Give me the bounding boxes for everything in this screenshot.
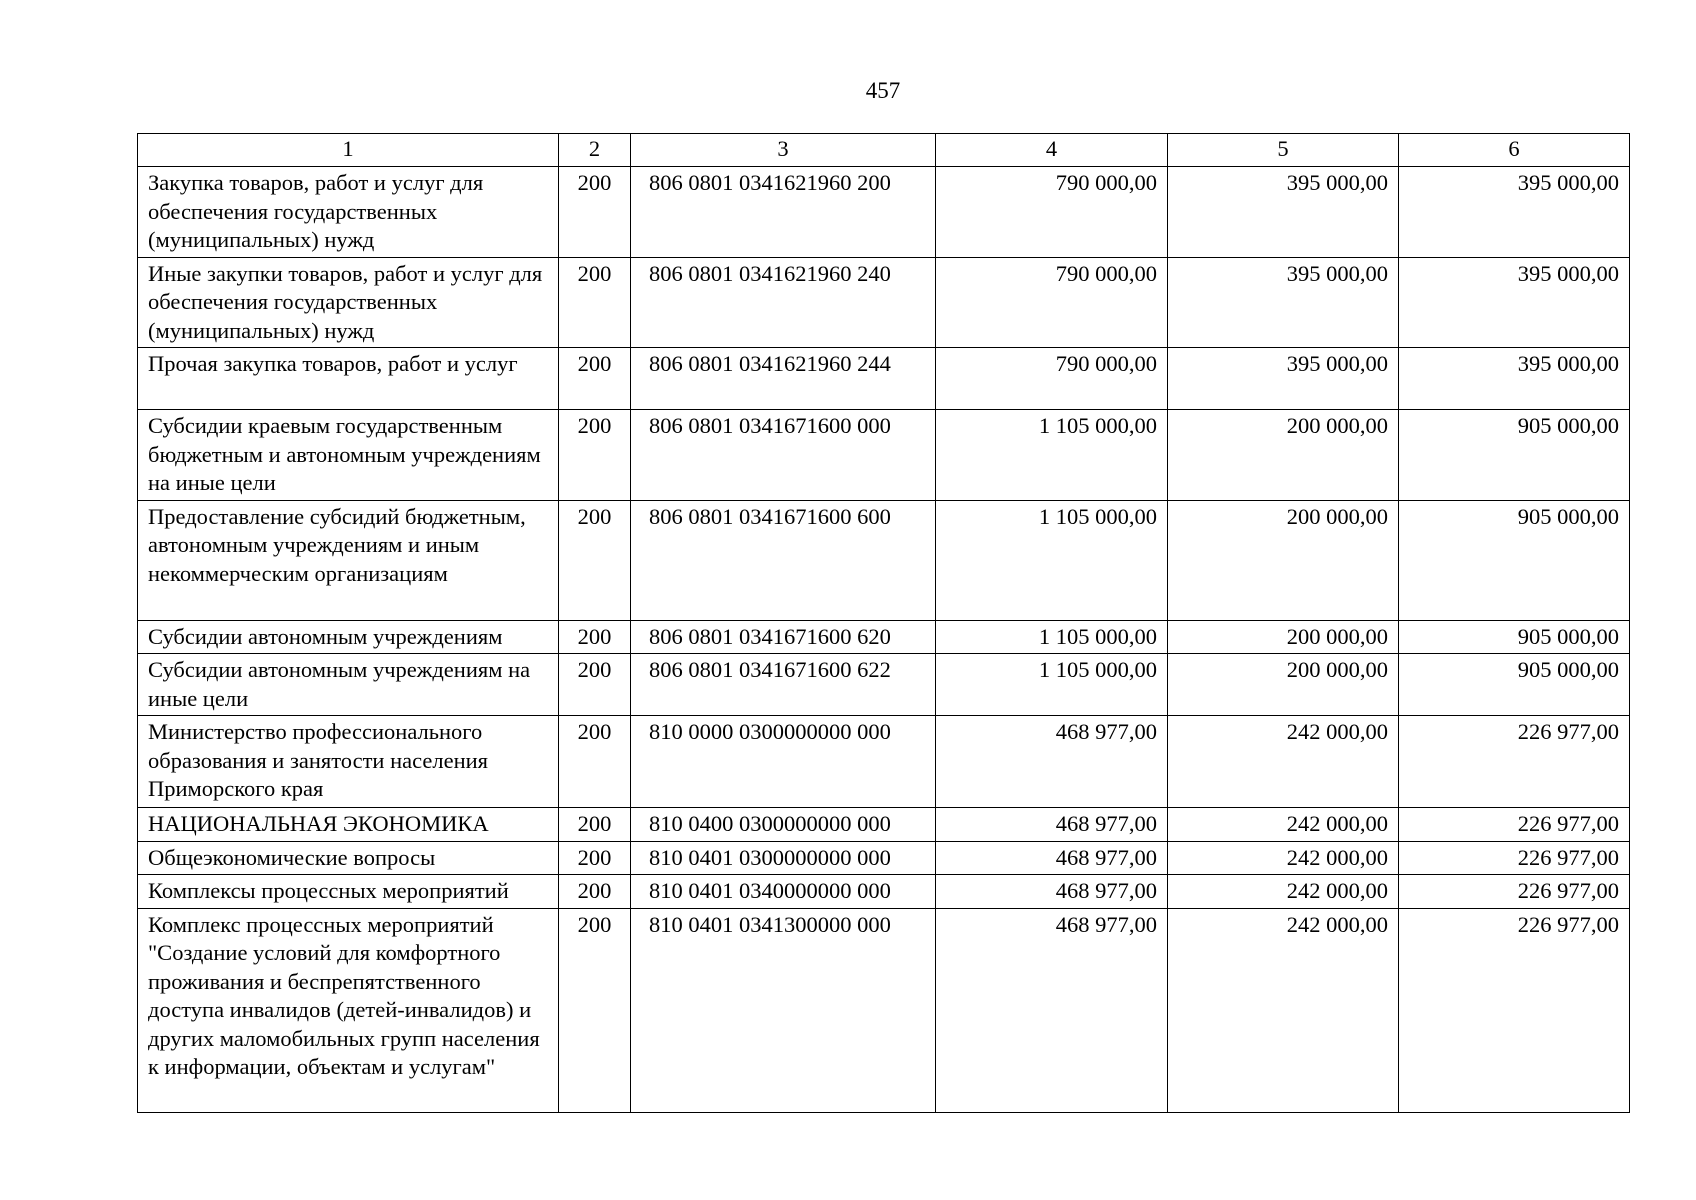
table-row <box>138 808 1630 842</box>
row-value-4: 468 977,00 <box>936 908 1168 1112</box>
row-code: 200 <box>559 348 631 410</box>
column-header-1: 1 <box>138 134 559 167</box>
row-value-6: 226 977,00 <box>1399 716 1630 808</box>
row-value-5: 242 000,00 <box>1168 808 1399 842</box>
table-body <box>138 167 1630 1113</box>
row-code: 200 <box>559 716 631 808</box>
table-row <box>138 908 1630 1112</box>
row-value-5: 200 000,00 <box>1168 500 1399 620</box>
row-value-5: 242 000,00 <box>1168 716 1399 808</box>
row-kbk: 806 0801 0341671600 000 <box>631 410 936 501</box>
row-code: 200 <box>559 654 631 716</box>
row-value-5: 242 000,00 <box>1168 875 1399 909</box>
row-name: Министерство профессионального образования и занятости населения Приморского края <box>138 716 559 808</box>
row-code: 200 <box>559 620 631 654</box>
row-value-5: 200 000,00 <box>1168 620 1399 654</box>
row-value-5: 395 000,00 <box>1168 348 1399 410</box>
table-row <box>138 348 1630 410</box>
row-value-4: 1 105 000,00 <box>936 620 1168 654</box>
row-value-6: 395 000,00 <box>1399 348 1630 410</box>
row-value-4: 468 977,00 <box>936 841 1168 875</box>
row-value-6: 905 000,00 <box>1399 654 1630 716</box>
row-code: 200 <box>559 500 631 620</box>
row-value-6: 905 000,00 <box>1399 410 1630 501</box>
row-name: Субсидии краевым государственным бюджетным и автономным учреждениям на иные цели <box>138 410 559 501</box>
column-header-6: 6 <box>1399 134 1630 167</box>
row-code: 200 <box>559 908 631 1112</box>
table-row <box>138 167 1630 258</box>
table-row <box>138 716 1630 808</box>
row-value-4: 1 105 000,00 <box>936 410 1168 501</box>
column-header-4: 4 <box>936 134 1168 167</box>
row-code: 200 <box>559 875 631 909</box>
row-value-5: 395 000,00 <box>1168 257 1399 348</box>
header-row <box>138 134 1630 167</box>
row-name: Субсидии автономным учреждениям на иные цели <box>138 654 559 716</box>
row-name: Закупка товаров, работ и услуг для обеспечения государственных (муниципальных) нужд <box>138 167 559 258</box>
table-row <box>138 875 1630 909</box>
row-value-4: 1 105 000,00 <box>936 500 1168 620</box>
row-code: 200 <box>559 257 631 348</box>
column-header-5: 5 <box>1168 134 1399 167</box>
row-code: 200 <box>559 841 631 875</box>
row-name: Субсидии автономным учреждениям <box>138 620 559 654</box>
page-number: 457 <box>865 78 901 103</box>
row-value-5: 200 000,00 <box>1168 654 1399 716</box>
table-header <box>138 134 1630 167</box>
row-code: 200 <box>559 808 631 842</box>
row-kbk: 810 0401 0300000000 000 <box>631 841 936 875</box>
row-value-5: 242 000,00 <box>1168 841 1399 875</box>
row-kbk: 810 0401 0340000000 000 <box>631 875 936 909</box>
row-value-6: 226 977,00 <box>1399 808 1630 842</box>
row-kbk: 806 0801 0341621960 244 <box>631 348 936 410</box>
table-row <box>138 500 1630 620</box>
row-kbk: 810 0401 0341300000 000 <box>631 908 936 1112</box>
row-value-4: 1 105 000,00 <box>936 654 1168 716</box>
row-value-4: 468 977,00 <box>936 808 1168 842</box>
row-name: Иные закупки товаров, работ и услуг для обеспечения государственных (муниципальных) нужд <box>138 257 559 348</box>
row-value-6: 226 977,00 <box>1399 875 1630 909</box>
table-row <box>138 841 1630 875</box>
row-value-6: 905 000,00 <box>1399 500 1630 620</box>
row-name: Комплекс процессных мероприятий "Создание условий для комфортного проживания и беспрепятственного доступа инвалидов (детей-инвалидов) и других маломобильных групп населения к информации, объектам и услугам" <box>138 908 559 1112</box>
row-value-4: 468 977,00 <box>936 875 1168 909</box>
row-value-4: 790 000,00 <box>936 257 1168 348</box>
row-value-4: 790 000,00 <box>936 348 1168 410</box>
row-value-6: 226 977,00 <box>1399 908 1630 1112</box>
row-kbk: 810 0400 0300000000 000 <box>631 808 936 842</box>
row-name: Общеэкономические вопросы <box>138 841 559 875</box>
row-value-4: 468 977,00 <box>936 716 1168 808</box>
row-value-6: 395 000,00 <box>1399 167 1630 258</box>
row-value-6: 395 000,00 <box>1399 257 1630 348</box>
row-kbk: 810 0000 0300000000 000 <box>631 716 936 808</box>
budget-table <box>137 133 1630 1113</box>
table-row <box>138 620 1630 654</box>
column-header-3: 3 <box>631 134 936 167</box>
row-kbk: 806 0801 0341671600 600 <box>631 500 936 620</box>
row-value-5: 242 000,00 <box>1168 908 1399 1112</box>
row-kbk: 806 0801 0341671600 622 <box>631 654 936 716</box>
table-row <box>138 654 1630 716</box>
row-name: Предоставление субсидий бюджетным, автономным учреждениям и иным некоммерческим организациям <box>138 500 559 620</box>
row-value-4: 790 000,00 <box>936 167 1168 258</box>
row-kbk: 806 0801 0341671600 620 <box>631 620 936 654</box>
row-value-5: 200 000,00 <box>1168 410 1399 501</box>
row-name: Прочая закупка товаров, работ и услуг <box>138 348 559 410</box>
row-kbk: 806 0801 0341621960 240 <box>631 257 936 348</box>
table-row <box>138 410 1630 501</box>
row-value-5: 395 000,00 <box>1168 167 1399 258</box>
table-row <box>138 257 1630 348</box>
row-name: Комплексы процессных мероприятий <box>138 875 559 909</box>
row-code: 200 <box>559 410 631 501</box>
row-kbk: 806 0801 0341621960 200 <box>631 167 936 258</box>
row-value-6: 905 000,00 <box>1399 620 1630 654</box>
column-header-2: 2 <box>559 134 631 167</box>
row-name: НАЦИОНАЛЬНАЯ ЭКОНОМИКА <box>138 808 559 842</box>
row-code: 200 <box>559 167 631 258</box>
row-value-6: 226 977,00 <box>1399 841 1630 875</box>
